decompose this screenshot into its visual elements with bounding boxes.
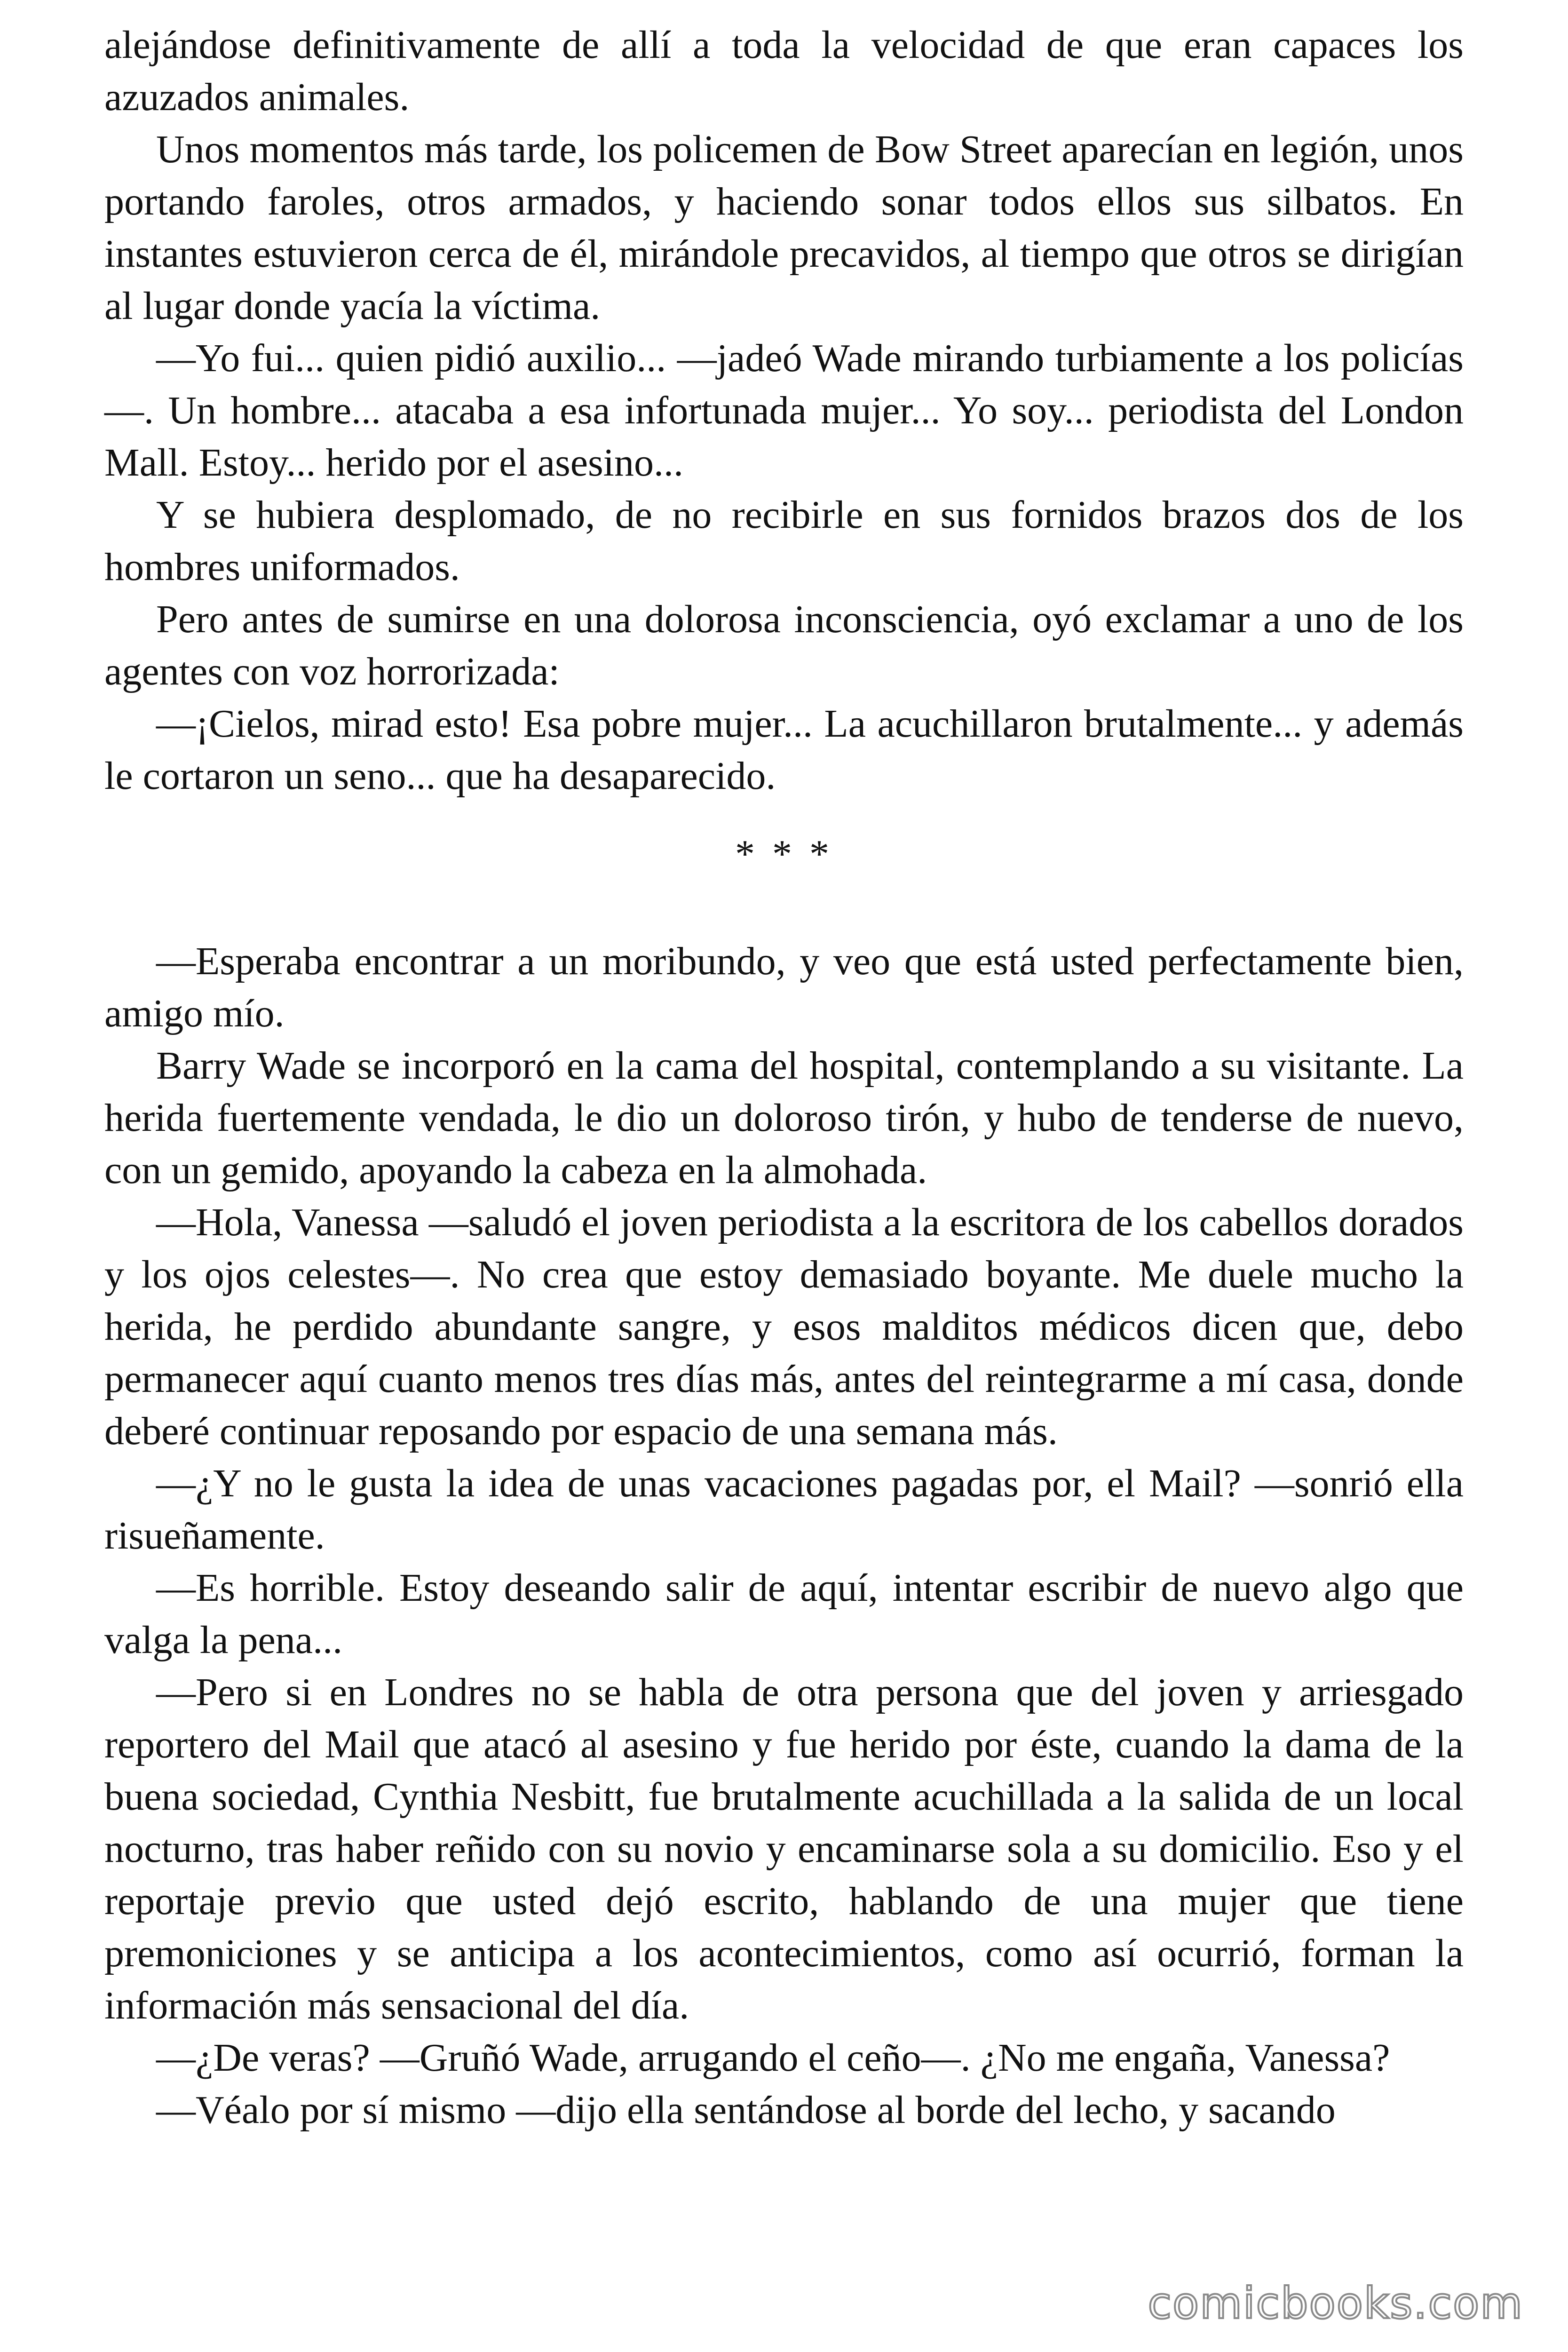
paragraph: —Véalo por sí mismo —dijo ella sentándose al borde del lecho, y sacando <box>156 2088 1336 2132</box>
paragraph: —¿Y no le gusta la idea de unas vacaciones pagadas por, el Mail? —sonrió ella risueñamente. <box>104 1462 1464 1557</box>
paragraph: —¿De veras? —Gruñó Wade, arrugando el ceño—. ¿No me engaña, Vanessa? <box>156 2036 1390 2080</box>
page-body <box>104 19 1464 2136</box>
watermark: comicbooks.com <box>1148 2278 1523 2328</box>
paragraph: —Es horrible. Estoy deseando salir de aquí, intentar escribir de nuevo algo que valga la pena... <box>104 1566 1464 1662</box>
section-separator: * * * <box>735 832 833 876</box>
paragraph: —Esperaba encontrar a un moribundo, y veo que está usted perfectamente bien, amigo mío. <box>104 939 1464 1035</box>
paragraph: Y se hubiera desplomado, de no recibirle en sus fornidos brazos dos de los hombres uniformados. <box>104 493 1464 589</box>
paragraph: —Pero si en Londres no se habla de otra persona que del joven y arriesgado reportero del Mail que atacó al asesino y fue herido por éste, cuando la dama de la buena sociedad, Cynthia Nesbitt, fue brutalmente acuchillada a la salida de un local nocturno, tras haber reñido con su novio y encaminarse sola a su domicilio. Eso y el reportaje previo que usted dejó escrito, hablando de una mujer que tiene premoniciones y se anticipa a los acontecimientos, como así ocurrió, forman la información más sensacional del día. <box>104 1670 1464 2027</box>
paragraph: —Hola, Vanessa —saludó el joven periodista a la escritora de los cabellos dorados y los ojos celestes—. No crea que estoy demasiado boyante. Me duele mucho la herida, he perdido abundante sangre, y esos malditos médicos dicen que, debo permanecer aquí cuanto menos tres días más, antes del reintegrarme a mí casa, donde deberé continuar reposando por espacio de una semana más. <box>104 1200 1464 1453</box>
paragraph: Pero antes de sumirse en una dolorosa inconsciencia, oyó exclamar a uno de los agentes con voz horrorizada: <box>104 597 1464 693</box>
paragraph: —Yo fui... quien pidió auxilio... —jadeó Wade mirando turbiamente a los policías—. Un hombre... atacaba a esa infortunada mujer... Yo soy... periodista del London Mall. Estoy... herido por el asesino... <box>104 336 1464 485</box>
paragraph: Unos momentos más tarde, los policemen de Bow Street aparecían en legión, unos portando faroles, otros armados, y haciendo sonar todos ellos sus silbatos. En instantes estuvieron cerca de él, mirándole precavidos, al tiempo que otros se dirigían al lugar donde yacía la víctima. <box>104 127 1464 328</box>
paragraph: alejándose definitivamente de allí a toda la velocidad de que eran capaces los azuzados animales. <box>104 23 1464 119</box>
paragraph: —¡Cielos, mirad esto! Esa pobre mujer... La acuchillaron brutalmente... y además le cortaron un seno... que ha desaparecido. <box>104 702 1464 798</box>
paragraph: Barry Wade se incorporó en la cama del hospital, contemplando a su visitante. La herida fuertemente vendada, le dio un doloroso tirón, y hubo de tenderse de nuevo, con un gemido, apoyando la cabeza en la almohada. <box>104 1044 1464 1192</box>
